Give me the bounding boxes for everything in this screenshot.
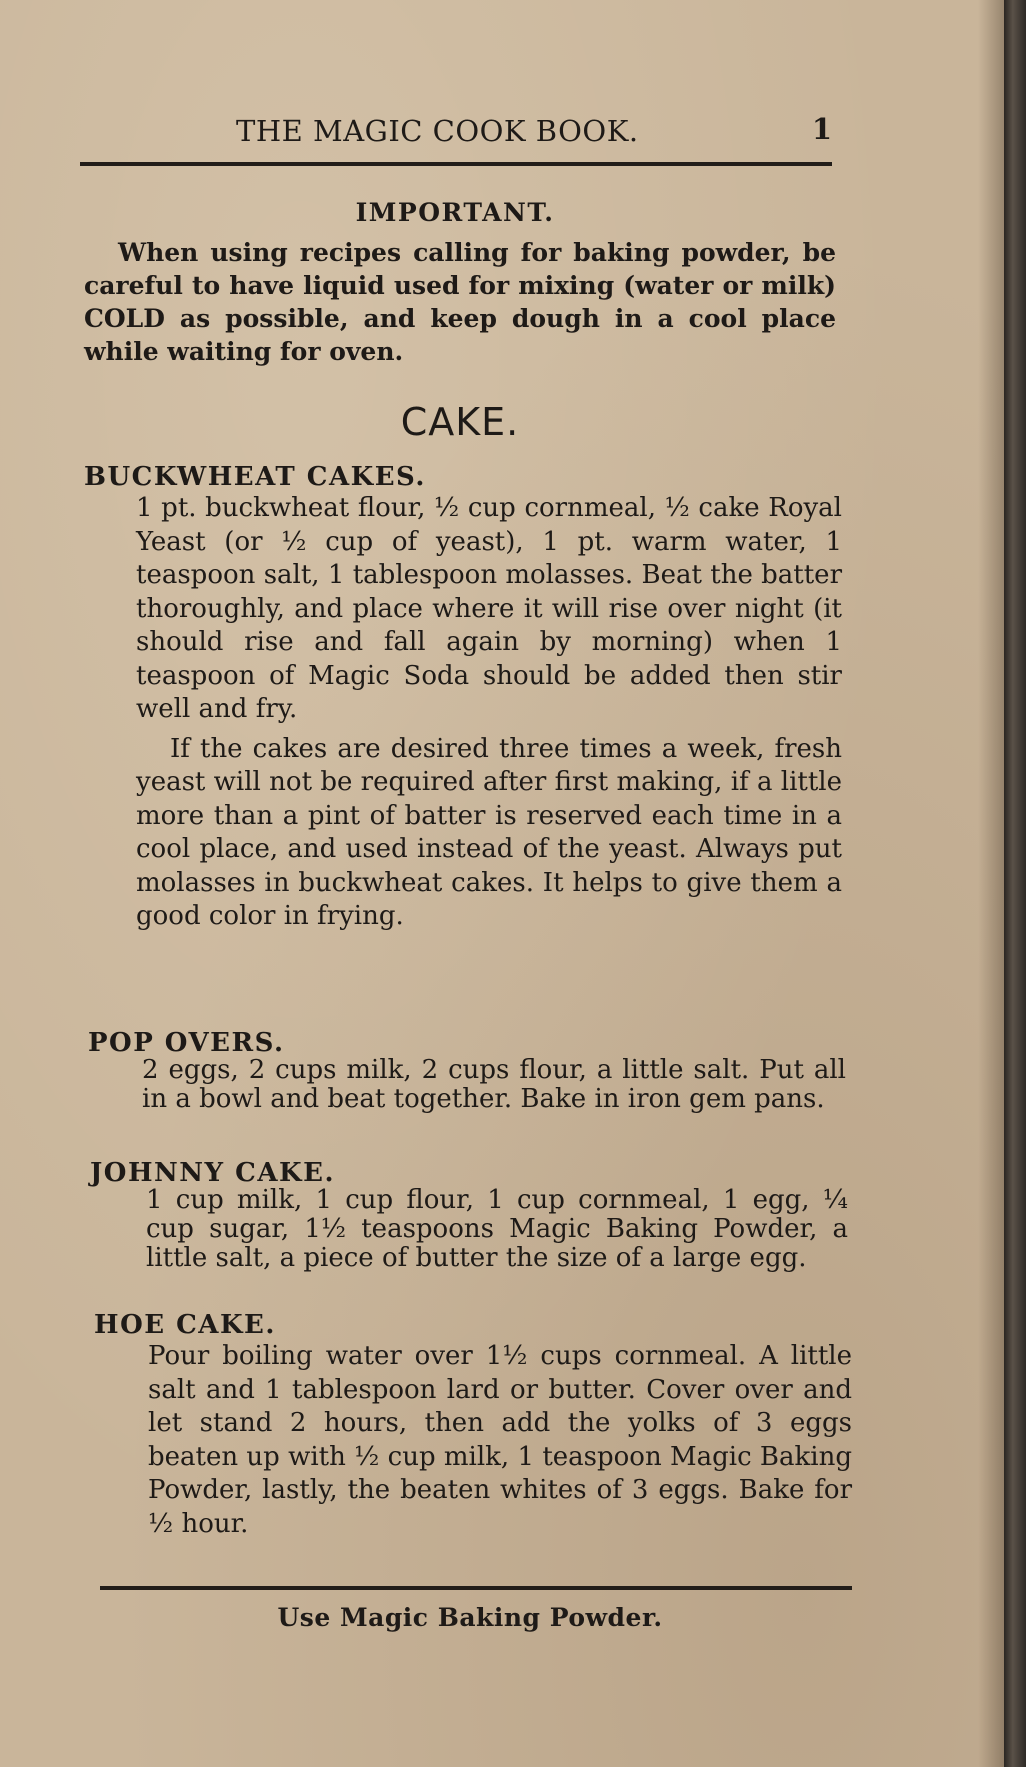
footer-rule [100,1586,852,1590]
recipe-body-johnny-cake [146,1186,848,1273]
recipe-paragraph: 1 cup milk, 1 cup flour, 1 cup cornmeal, 1 egg, ¼ cup sugar, 1½ teaspoons Magic Baking Powder, a little salt, a piece of butter the size of a large egg. [146,1185,848,1273]
section-title: CAKE. [400,400,520,444]
recipe-body-pop-overs [142,1056,846,1114]
recipe-paragraph: 2 eggs, 2 cups milk, 2 cups flour, a little salt. Put all in a bowl and beat together. Bake in iron gem pans. [142,1055,846,1114]
recipe-title-johnny-cake: JOHNNY CAKE. [90,1158,335,1188]
recipe-body-buckwheat-cakes [136,492,842,934]
book-title: THE MAGIC COOK BOOK. [236,114,639,148]
running-head [80,114,832,154]
recipe-paragraph: Pour boiling water over 1½ cups cornmeal. A little salt and 1 tablespoon lard or butter. Cover over and let stand 2 hours, then add the yolks of 3 eggs beaten up with ½ cup milk, 1 teaspoon Magic Baking Powder, lastly, the beaten whites of 3 eggs. Bake for ½ hour. [148,1341,852,1539]
recipe-title-buckwheat-cakes: BUCKWHEAT CAKES. [84,462,426,492]
page-shadow [978,0,1004,1767]
recipe-title-hoe-cake: HOE CAKE. [94,1310,276,1340]
recipe-paragraph: If the cakes are desired three times a week, fresh yeast will not be required after first making, if a little more than a pint of batter is reserved each time in a cool place, and used instead of the yeast. Always put molasses in buckwheat cakes. It helps to give them a good color in frying. [136,733,842,931]
footer-slogan: Use Magic Baking Powder. [277,1603,663,1632]
recipe-title-pop-overs: POP OVERS. [88,1028,285,1058]
page-edge [1004,0,1026,1767]
recipe-body-hoe-cake [148,1340,852,1541]
important-notice: When using recipes calling for baking powder, be careful to have liquid used for mixing (water or milk) COLD as possible, and keep dough in a cool place while waiting for oven. [84,238,836,366]
important-heading: IMPORTANT. [355,198,555,227]
page-number: 1 [811,112,832,146]
recipe-paragraph: 1 pt. buckwheat flour, ½ cup cornmeal, ½ cake Royal Yeast (or ½ cup of yeast), 1 pt. warm water, 1 teaspoon salt, 1 tablespoon molasses. Beat the batter thoroughly, and place where it will rise over night (it should rise and fall again by morning) when 1 teaspoon of Magic Soda should be added then stir well and fry. [136,493,842,724]
header-rule [80,162,832,166]
